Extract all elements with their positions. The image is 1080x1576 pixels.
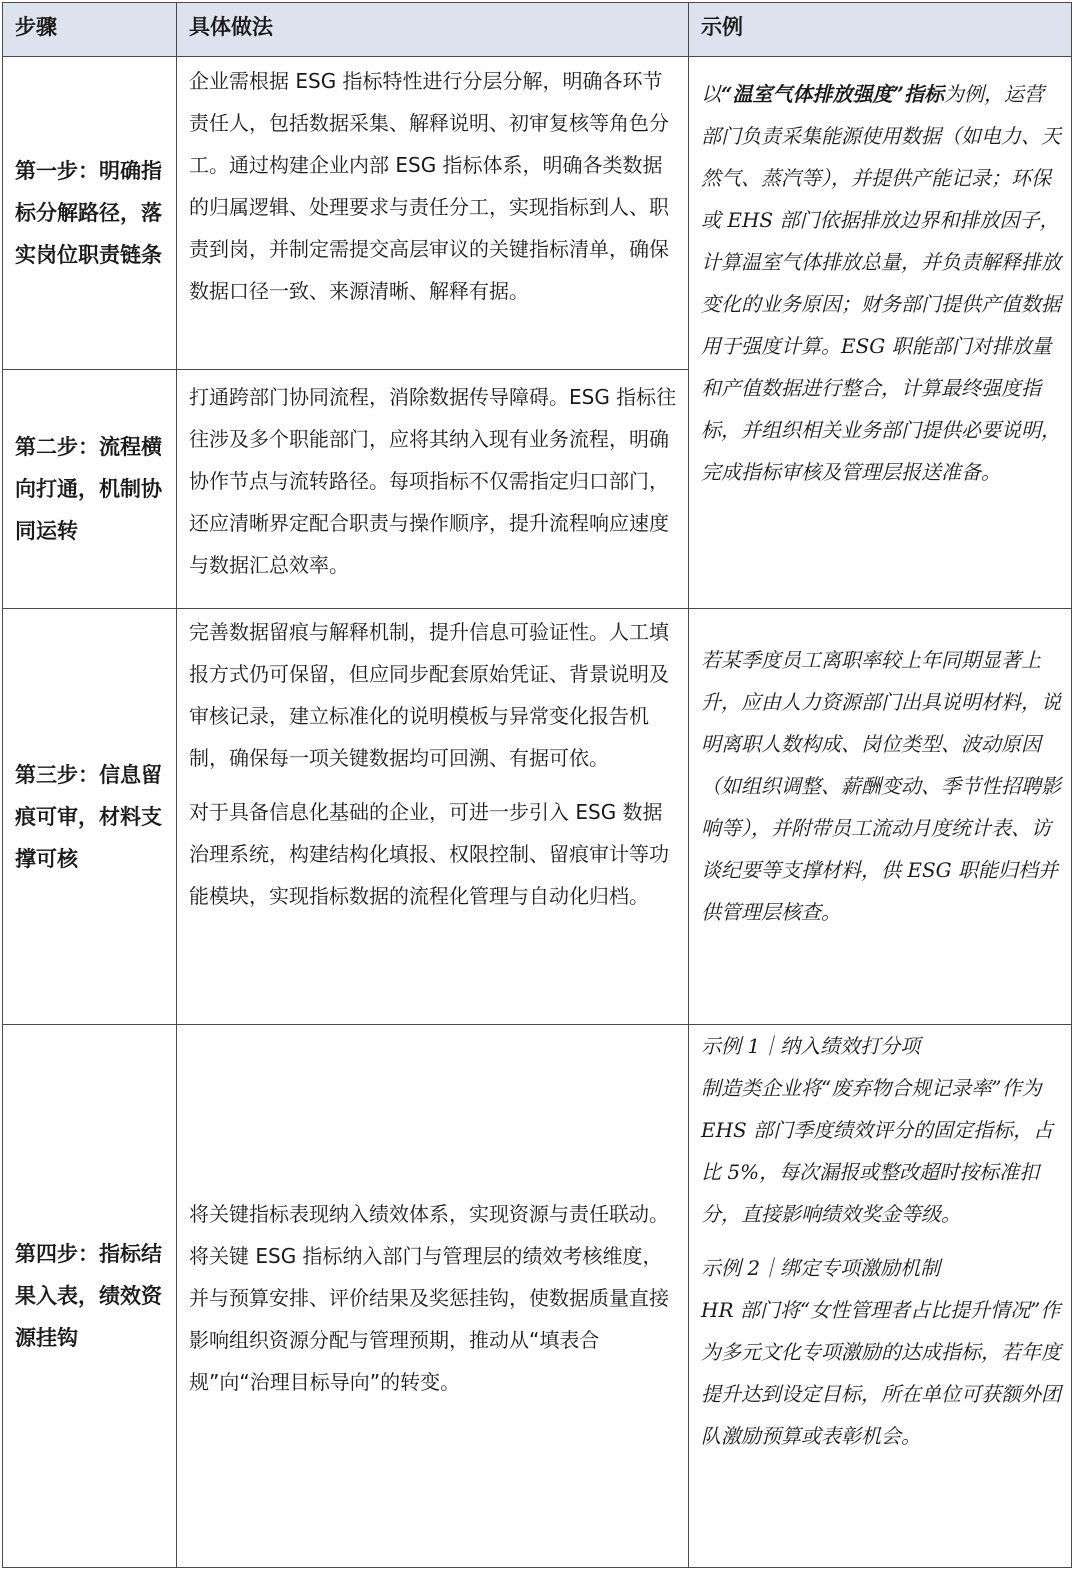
header-method: 具体做法 xyxy=(177,3,689,56)
example-prefix: 以 xyxy=(701,82,721,106)
method-paragraph: 完善数据留痕与解释机制，提升信息可验证性。人工填报方式仍可保留，但应同步配套原始凭证、背景说明及审核记录，建立标准化的说明模板与异常变化报告机制，确保每一项关键数据均可回溯、有据可依。 xyxy=(189,620,669,770)
method-cell xyxy=(177,1025,689,1567)
example-label: 示例 2｜绑定专项激励机制 xyxy=(701,1256,941,1280)
step-cell: 第三步：信息留痕可审，材料支撑可核 xyxy=(2,609,177,1024)
method-paragraph: 对于具备信息化基础的企业，可进一步引入 ESG 数据治理系统，构建结构化填报、权限控制、留痕审计等功能模块，实现指标数据的流程化管理与自动化归档。 xyxy=(189,800,669,908)
table-header-row xyxy=(2,2,1072,57)
method-cell xyxy=(177,370,689,608)
table-row xyxy=(2,370,689,608)
example-paragraph: HR 部门将“女性管理者占比提升情况”作为多元文化专项激励的达成指标，若年度提升达到设定目标，所在单位可获额外团队激励预算或表彰机会。 xyxy=(701,1298,1061,1448)
method-paragraph: 企业需根据 ESG 指标特性进行分层分解，明确各环节责任人，包括数据采集、解释说明、初审复核等角色分工。通过构建企业内部 ESG 指标体系，明确各类数据的归属逻辑、处理要求与责任分工，实现指标到人、职责到岗，并制定需提交高层审议的关键指标清单，确保数据口径一致、来源清晰、解释有据。 xyxy=(189,69,669,303)
example-cell xyxy=(689,609,1072,1024)
method-cell xyxy=(177,57,689,369)
table-row-group-1-2 xyxy=(2,57,1072,609)
table-row xyxy=(2,609,1072,1025)
header-step: 步骤 xyxy=(2,3,177,56)
example-cell xyxy=(689,1025,1072,1567)
example-text: 为例，运营部门负责采集能源使用数据（如电力、天然气、蒸汽等），并提供产能记录；环保或 EHS 部门依据排放边界和排放因子，计算温室气体排放总量，并负责解释排放变化的业务原因；财务部门提供产值数据用于强度计算。ESG 职能部门对排放量和产值数据进行整合，计算最终强度指标，并组织相关业务部门提供必要说明，完成指标审核及管理层报送准备。 xyxy=(701,82,1061,484)
table-row xyxy=(2,1025,1072,1568)
step-cell: 第四步：指标结果入表，绩效资源挂钩 xyxy=(2,1025,177,1567)
table-row xyxy=(2,57,689,370)
method-paragraph: 将关键指标表现纳入绩效体系，实现资源与责任联动。将关键 ESG 指标纳入部门与管理层的绩效考核维度，并与预算安排、评价结果及奖惩挂钩，使数据质量直接影响组织资源分配与管理预期，推动从“填表合规”向“治理目标导向”的转变。 xyxy=(189,1201,669,1394)
header-example: 示例 xyxy=(689,3,1072,56)
example-paragraph: 制造类企业将“废弃物合规记录率”作为 EHS 部门季度绩效评分的固定指标，占比 5%，每次漏报或整改超时按标准扣分，直接影响绩效奖金等级。 xyxy=(701,1076,1054,1226)
step-cell: 第二步：流程横向打通，机制协同运转 xyxy=(2,370,177,608)
example-highlight: “温室气体排放强度”指标 xyxy=(721,82,945,106)
method-cell xyxy=(177,609,689,1024)
example-cell-shared xyxy=(689,57,1072,608)
esg-steps-table xyxy=(2,2,1072,1568)
example-label: 示例 1｜纳入绩效打分项 xyxy=(701,1034,921,1058)
step-cell: 第一步：明确指标分解路径，落实岗位职责链条 xyxy=(2,57,177,369)
example-paragraph: 若某季度员工离职率较上年同期显著上升，应由人力资源部门出具说明材料，说明离职人数构成、岗位类型、波动原因（如组织调整、薪酬变动、季节性招聘影响等），并附带员工流动月度统计表、访谈纪要等支撑材料，供 ESG 职能归档并供管理层核查。 xyxy=(701,648,1061,924)
method-paragraph: 打通跨部门协同流程，消除数据传导障碍。ESG 指标往往涉及多个职能部门，应将其纳入现有业务流程，明确协作节点与流转路径。每项指标不仅需指定归口部门，还应清晰界定配合职责与操作顺序，提升流程响应速度与数据汇总效率。 xyxy=(189,385,677,577)
